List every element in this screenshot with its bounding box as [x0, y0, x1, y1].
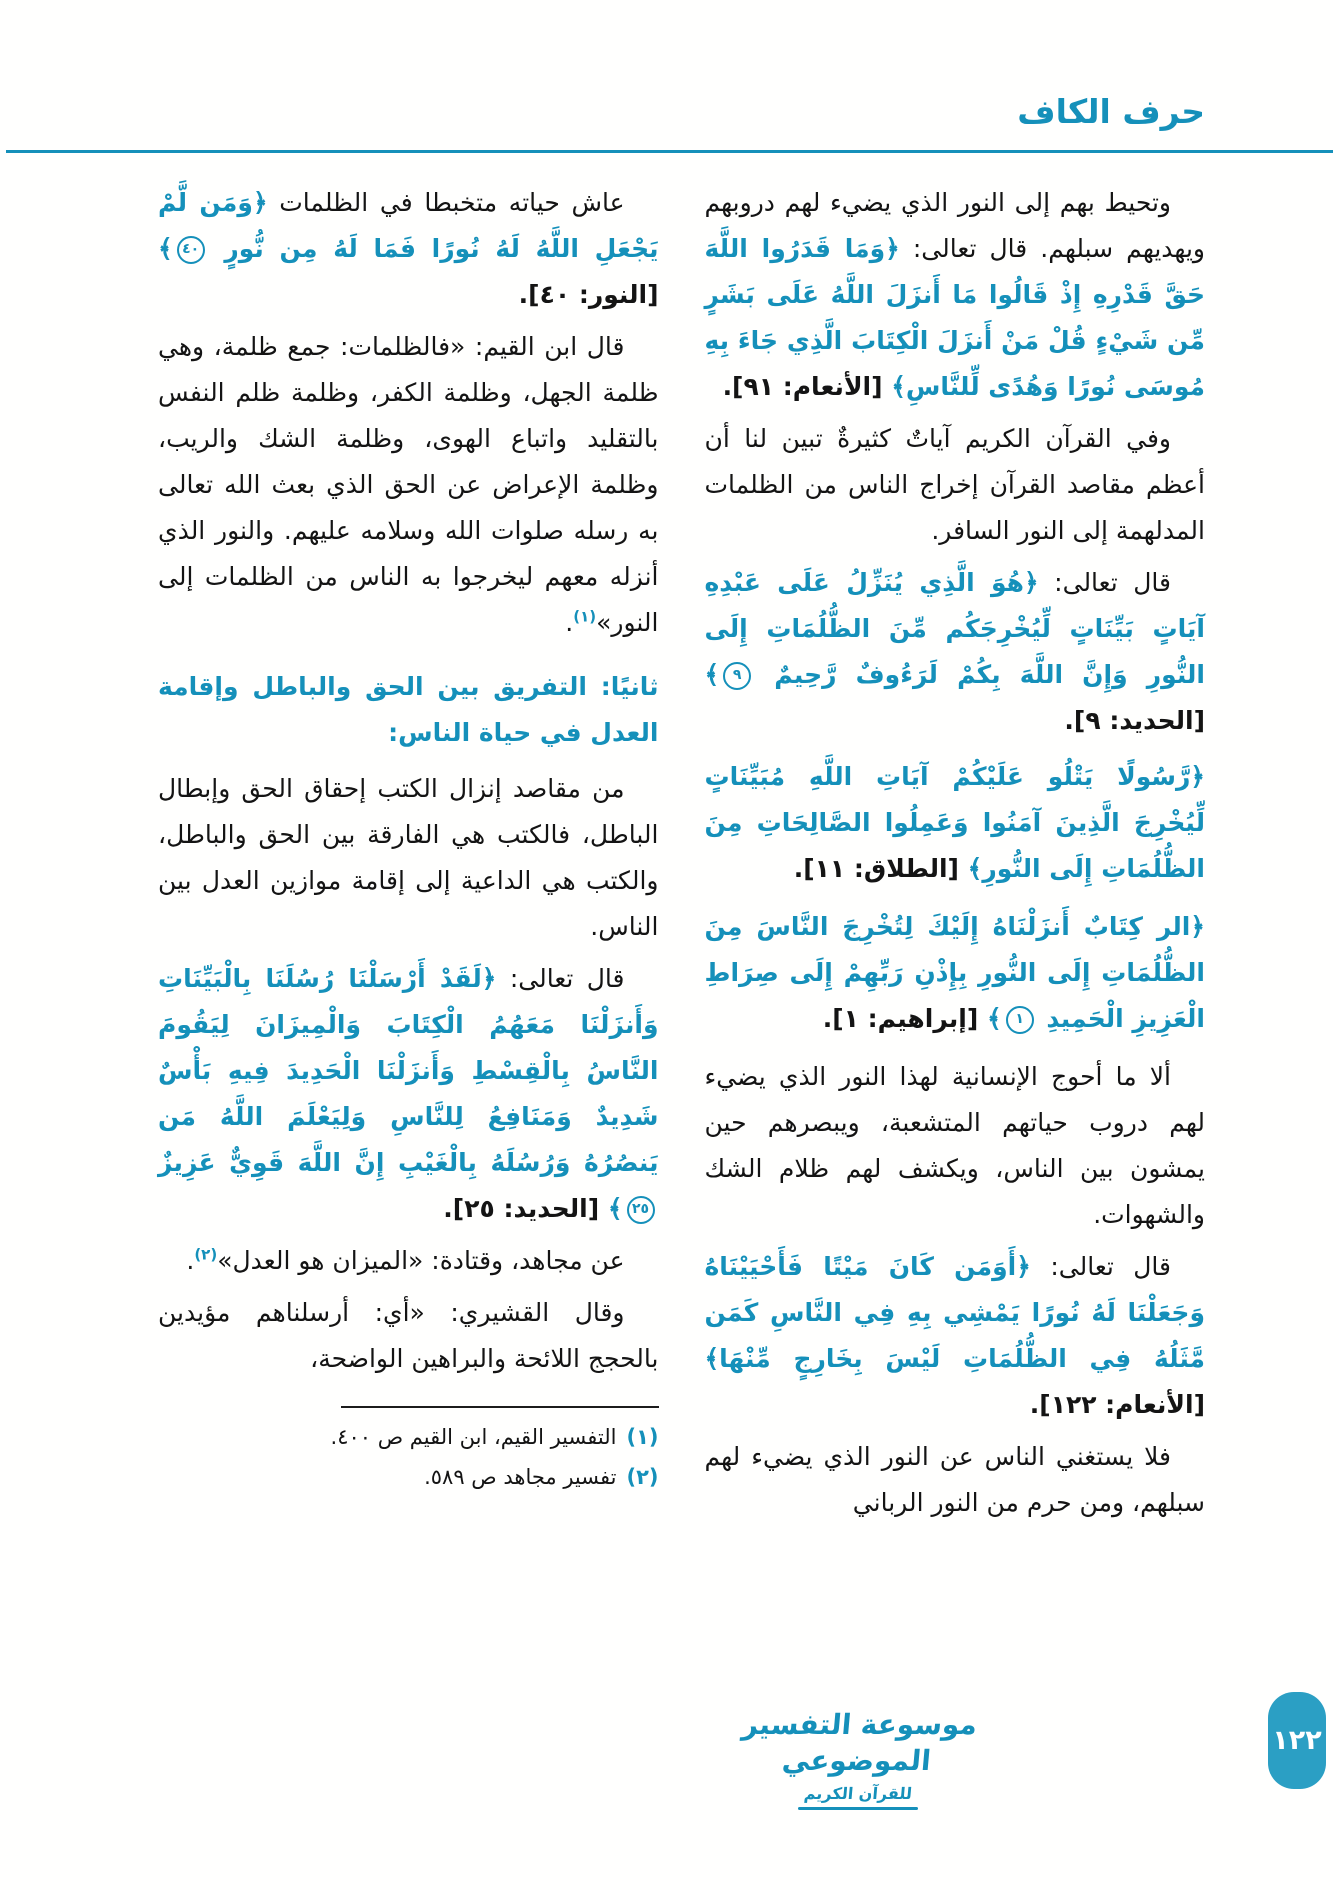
publisher-logo-subtitle: للقرآن الكريم — [803, 1784, 913, 1803]
body-text: وتحيط بهم إلى النور الذي يضيء لهم دروبهم ويهديهم سبلهم. قال تعالى: — [704, 188, 1205, 263]
paragraph — [158, 324, 659, 646]
footnote-marker: (٢) — [194, 1245, 218, 1264]
column-right-paragraphs — [705, 180, 1206, 1526]
quran-text: ﴿هُوَ الَّذِي يُنَزِّلُ عَلَى عَبْدِهِ آيَاتٍ بَيِّنَاتٍ لِّيُخْرِجَكُم مِّنَ الظُّلُمَاتِ إِلَى النُّورِ وَإِنَّ اللَّهَ بِكُمْ لَرَءُوفٌ رَّحِيمٌ — [704, 568, 1205, 689]
paragraph — [158, 766, 659, 950]
footnote-number: (١) — [626, 1425, 659, 1449]
paragraph — [158, 1238, 659, 1284]
footnote-divider — [341, 1406, 659, 1408]
quran-text: ﴾ — [986, 1004, 1002, 1033]
paragraph — [705, 1054, 1206, 1238]
quran-text: ﴿أَوَمَن كَانَ مَيْتًا فَأَحْيَيْنَاهُ وَجَعَلْنَا لَهُ نُورًا يَمْشِي بِهِ فِي النَّاسِ كَمَن مَّثَلُهُ فِي الظُّلُمَاتِ لَيْسَ بِخَارِجٍ مِّنْهَا﴾ — [704, 1252, 1205, 1373]
verse-reference: [الحديد: ٩]. — [1064, 706, 1205, 735]
body-text: عاش حياته متخبطا في الظلمات — [267, 188, 625, 217]
verse-reference: [الأنعام: ١٢٢]. — [1029, 1390, 1205, 1419]
quran-text: ﴾ — [704, 660, 720, 689]
footnote-list — [158, 1420, 659, 1495]
quran-text: ﴿لَقَدْ أَرْسَلْنَا رُسُلَنَا بِالْبَيِّنَاتِ وَأَنزَلْنَا مَعَهُمُ الْكِتَابَ وَالْمِيزَانَ لِيَقُومَ النَّاسُ بِالْقِسْطِ وَأَنزَلْنَا الْحَدِيدَ فِيهِ بَأْسٌ شَدِيدٌ وَمَنَافِعُ لِلنَّاسِ وَلِيَعْلَمَ اللَّهُ مَن يَنصُرُهُ وَرُسُلَهُ بِالْغَيْبِ إِنَّ اللَّهَ قَوِيٌّ عَزِيزٌ — [158, 964, 659, 1177]
quran-text: ﴿وَمَا قَدَرُوا اللَّهَ حَقَّ قَدْرِهِ إِذْ قَالُوا مَا أَنزَلَ اللَّهُ عَلَى بَشَرٍ مِّن شَيْءٍ قُلْ مَنْ أَنزَلَ الْكِتَابَ الَّذِي جَاءَ بِهِ مُوسَى نُورًا وَهُدًى لِّلنَّاسِ﴾ — [704, 234, 1205, 401]
footnote — [158, 1460, 659, 1496]
footnote — [158, 1420, 659, 1456]
body-text: وقال القشيري: «أي: أرسلناهم مؤيدين بالحجج اللائحة والبراهين الواضحة، — [158, 1298, 659, 1373]
text-columns — [158, 180, 1205, 1532]
body-text: عن مجاهد، وقتادة: «الميزان هو العدل» — [217, 1246, 625, 1275]
paragraph — [705, 1244, 1206, 1428]
footnotes-section — [158, 1406, 659, 1495]
page-number-badge — [1268, 1692, 1326, 1789]
column-left-paragraphs — [158, 180, 659, 1382]
quran-text: ﴾ — [607, 1194, 623, 1223]
page-header — [134, 92, 1205, 131]
paragraph — [705, 416, 1206, 554]
ayah-number: ٤٠ — [177, 236, 205, 264]
quran-verse-paragraph — [705, 754, 1206, 892]
paragraph — [158, 1290, 659, 1382]
publisher-logo-title: موسوعة التفسير الموضوعي — [740, 1708, 979, 1778]
ayah-number: ١ — [1006, 1006, 1034, 1034]
column-left — [158, 180, 659, 1499]
body-text: قال تعالى: — [1038, 568, 1171, 597]
paragraph — [705, 560, 1206, 744]
header-divider — [6, 150, 1333, 153]
body-text: قال ابن القيم: «فالظلمات: جمع ظلمة، وهي ظلمة الجهل، وظلمة الكفر، وظلمة ظلم النفس بالتقليد واتباع الهوى، وظلمة الشك والريب، وظلمة الإعراض عن الحق الذي بعث الله تعالى به رسله صلوات الله وسلامه عليهم. والنور الذي أنزله معهم ليخرجوا به الناس من الظلمات إلى النور» — [158, 332, 659, 637]
chapter-title: حرف الكاف — [1017, 92, 1205, 131]
footnote-text: تفسير مجاهد ص ٥٨٩. — [424, 1464, 617, 1489]
footnote-marker: (١) — [573, 607, 597, 626]
footnote-number: (٢) — [626, 1464, 659, 1489]
body-text: ألا ما أحوج الإنسانية لهذا النور الذي يضيء لهم دروب حياتهم المتشعبة، ويبصرهم حين يمشون بين الناس، ويكشف لهم ظلام الشك والشهوات. — [704, 1062, 1205, 1229]
paragraph — [705, 180, 1206, 410]
paragraph — [158, 180, 659, 318]
body-text: . — [565, 608, 574, 637]
ayah-number: ٩ — [723, 662, 751, 690]
quran-verse-paragraph — [705, 904, 1206, 1042]
verse-reference: [النور: ٤٠]. — [518, 280, 659, 309]
verse-reference: [إبراهيم: ١]. — [822, 1004, 987, 1033]
body-text: . — [186, 1246, 195, 1275]
verse-reference: [الطلاق: ١١]. — [793, 854, 968, 883]
body-text: فلا يستغني الناس عن النور الذي يضيء لهم سبلهم، ومن حرم من النور الرباني — [704, 1442, 1205, 1517]
paragraph — [158, 956, 659, 1232]
quran-text: ﴿رَّسُولًا يَتْلُو عَلَيْكُمْ آيَاتِ اللَّهِ مُبَيِّنَاتٍ لِّيُخْرِجَ الَّذِينَ آمَنُوا وَعَمِلُوا الصَّالِحَاتِ مِنَ الظُّلُمَاتِ إِلَى النُّورِ﴾ — [704, 762, 1205, 883]
column-right — [705, 180, 1206, 1532]
paragraph — [705, 1434, 1206, 1526]
heading-text: ثانيًا: التفريق بين الحق والباطل وإقامة العدل في حياة الناس: — [158, 672, 659, 747]
body-text: وفي القرآن الكريم آياتٌ كثيرةٌ تبين لنا أن أعظم مقاصد القرآن إخراج الناس من الظلمات المدلهمة إلى النور السافر. — [704, 424, 1205, 545]
quran-text: ﴿الر كِتَابٌ أَنزَلْنَاهُ إِلَيْكَ لِتُخْرِجَ النَّاسَ مِنَ الظُّلُمَاتِ إِلَى النُّورِ بِإِذْنِ رَبِّهِمْ إِلَى صِرَاطِ الْعَزِيزِ الْحَمِيدِ — [704, 912, 1205, 1033]
verse-reference: [الحديد: ٢٥]. — [443, 1194, 608, 1223]
section-heading — [158, 664, 659, 756]
verse-reference: [الأنعام: ٩١]. — [722, 372, 892, 401]
body-text: من مقاصد إنزال الكتب إحقاق الحق وإبطال الباطل، فالكتب هي الفارقة بين الحق والباطل، والكتب هي الداعية إلى إقامة موازين العدل بين الناس. — [158, 774, 659, 941]
body-text: قال تعالى: — [496, 964, 625, 993]
quran-text: ﴿وَمَن لَّمْ يَجْعَلِ اللَّهُ لَهُ نُورًا فَمَا لَهُ مِن نُّورٍ — [158, 188, 659, 263]
footnote-text: التفسير القيم، ابن القيم ص ٤٠٠. — [330, 1425, 617, 1449]
body-text: قال تعالى: — [1030, 1252, 1172, 1281]
logo-flourish — [798, 1807, 918, 1810]
quran-text: ﴾ — [158, 234, 173, 263]
ayah-number: ٢٥ — [627, 1196, 655, 1224]
publisher-logo — [733, 1707, 983, 1810]
page-number: ١٢٢ — [1272, 1725, 1322, 1756]
